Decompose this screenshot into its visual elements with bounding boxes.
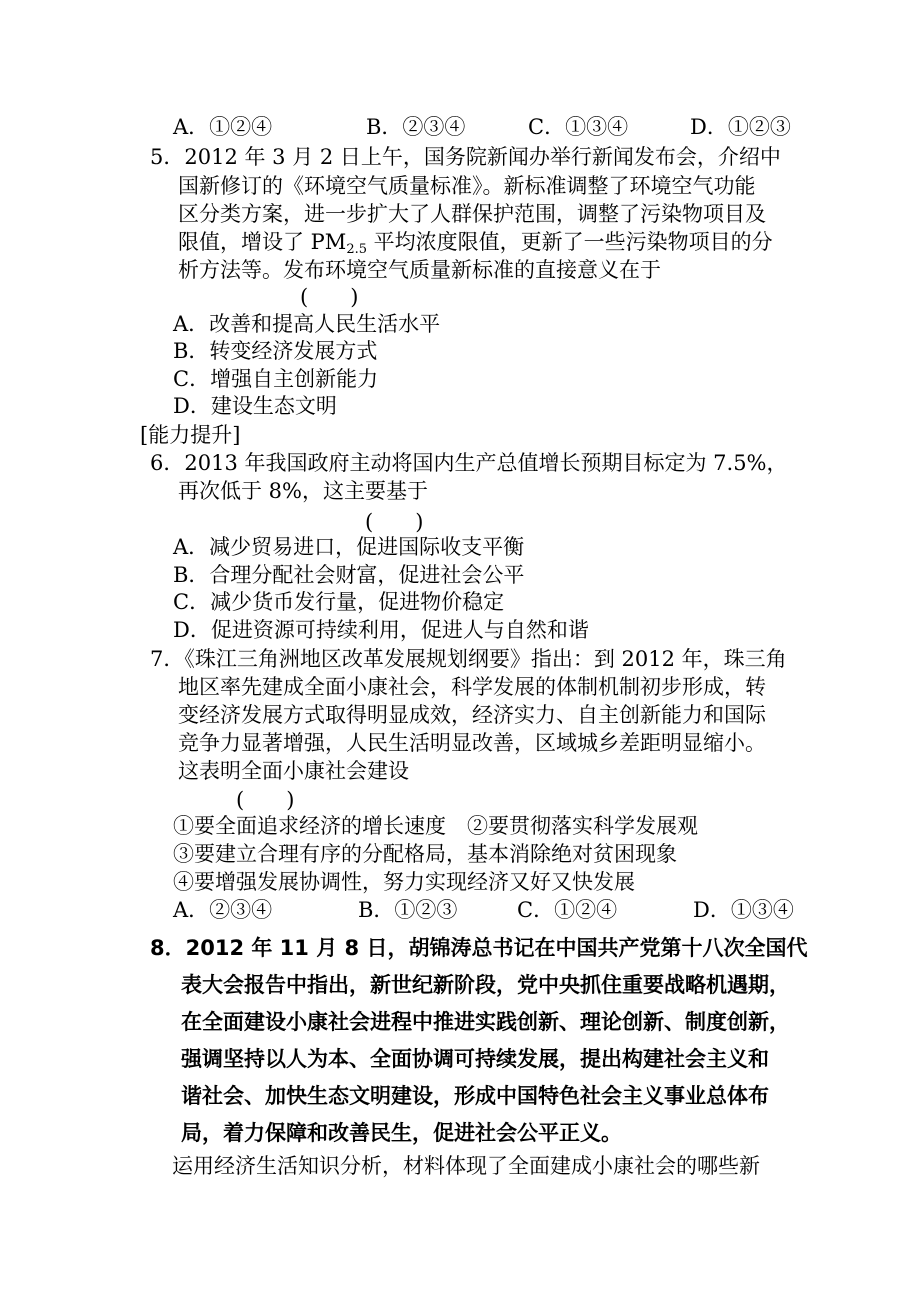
q8-stem-line-1: 8．2012 年 11 月 8 日，胡锦涛总书记在中国共产党第十八次全国代 xyxy=(150,936,808,960)
q6-option-b: B．合理分配社会财富，促进社会公平 xyxy=(173,563,525,587)
q5-option-d: D．建设生态文明 xyxy=(173,394,337,418)
q8-stem-line-6: 局，着力保障和改善民生，促进社会公平正义。 xyxy=(181,1121,622,1145)
q5-stem-line-2: 国新修订的《环境空气质量标准》。新标准调整了环境空气功能 xyxy=(178,174,756,198)
q5-option-a: A．改善和提高人民生活水平 xyxy=(173,312,441,336)
q7-stem-line-5: 这表明全面小康社会建设 xyxy=(178,759,409,783)
q8-stem-line-2: 表大会报告中指出，新世纪新阶段，党中央抓住重要战略机遇期， xyxy=(181,973,790,997)
q5-option-b: B．转变经济发展方式 xyxy=(173,339,378,363)
q5-stem-line-1: 5．2012 年 3 月 2 日上午，国务院新闻办举行新闻发布会，介绍中 xyxy=(150,145,781,169)
q5-stem-line-3: 区分类方案，进一步扩大了人群保护范围，调整了污染物项目及 xyxy=(178,202,766,226)
q6-option-d: D．促进资源可持续利用，促进人与自然和谐 xyxy=(173,618,589,642)
q8-stem-line-3: 在全面建设小康社会进程中推进实践创新、理论创新、制度创新， xyxy=(181,1010,790,1034)
q6-stem-line-1: 6．2013 年我国政府主动将国内生产总值增长预期目标定为 7.5%， xyxy=(150,451,788,475)
q7-stem-line-4: 竞争力显著增强，人民生活明显改善，区域城乡差距明显缩小。 xyxy=(178,731,766,755)
section-heading: [能力提升] xyxy=(140,423,241,447)
q5-pm-subscript: 2.5 xyxy=(346,242,367,257)
q5-answer-paren: ( ) xyxy=(300,285,359,309)
q7-stem-line-3: 变经济发展方式取得明显成效，经济实力、自主创新能力和国际 xyxy=(178,703,766,727)
q7-option-d: D．①③④ xyxy=(693,898,794,922)
q8-stem-line-4: 强调坚持以人为本、全面协调可持续发展，提出构建社会主义和 xyxy=(181,1047,769,1071)
q6-stem-line-2: 再次低于 8%，这主要基于 xyxy=(178,479,428,503)
q7-statement-3: ③要建立合理有序的分配格局，基本消除绝对贫困现象 xyxy=(173,842,677,866)
q4-option-c: C．①③④ xyxy=(528,115,629,139)
q4-option-b: B．②③④ xyxy=(366,115,466,139)
q5-line4-pre: 限值，增设了 PM xyxy=(178,230,347,254)
q7-option-a: A．②③④ xyxy=(173,898,273,922)
q7-option-b: B．①②③ xyxy=(358,898,458,922)
q7-option-c: C．①②④ xyxy=(517,898,618,922)
q7-stem-line-1: 7．《珠江三角洲地区改革发展规划纲要》指出：到 2012 年，珠三角 xyxy=(150,647,787,671)
q7-statement-4: ④要增强发展协调性，努力实现经济又好又快发展 xyxy=(173,870,635,894)
q8-prompt-line: 运用经济生活知识分析，材料体现了全面建成小康社会的哪些新 xyxy=(172,1154,760,1178)
q5-stem-line-5: 析方法等。发布环境空气质量新标准的直接意义在于 xyxy=(178,258,661,282)
q7-statement-1-2: ①要全面追求经济的增长速度 ②要贯彻落实科学发展观 xyxy=(173,814,698,838)
q5-line4-post: 平均浓度限值，更新了一些污染物项目的分 xyxy=(367,230,773,254)
q8-stem-line-5: 谐社会、加快生态文明建设，形成中国特色社会主义事业总体布 xyxy=(181,1084,769,1108)
q6-option-a: A．减少贸易进口，促进国际收支平衡 xyxy=(173,535,525,559)
q7-stem-line-2: 地区率先建成全面小康社会，科学发展的体制机制初步形成，转 xyxy=(178,675,766,699)
q4-option-d: D．①②③ xyxy=(690,115,791,139)
q6-answer-paren: ( ) xyxy=(365,510,424,534)
q5-option-c: C．增强自主创新能力 xyxy=(173,367,379,391)
q4-option-a: A．①②④ xyxy=(173,115,273,139)
q7-answer-paren: ( ) xyxy=(236,788,295,812)
q6-option-c: C．减少货币发行量，促进物价稳定 xyxy=(173,590,505,614)
